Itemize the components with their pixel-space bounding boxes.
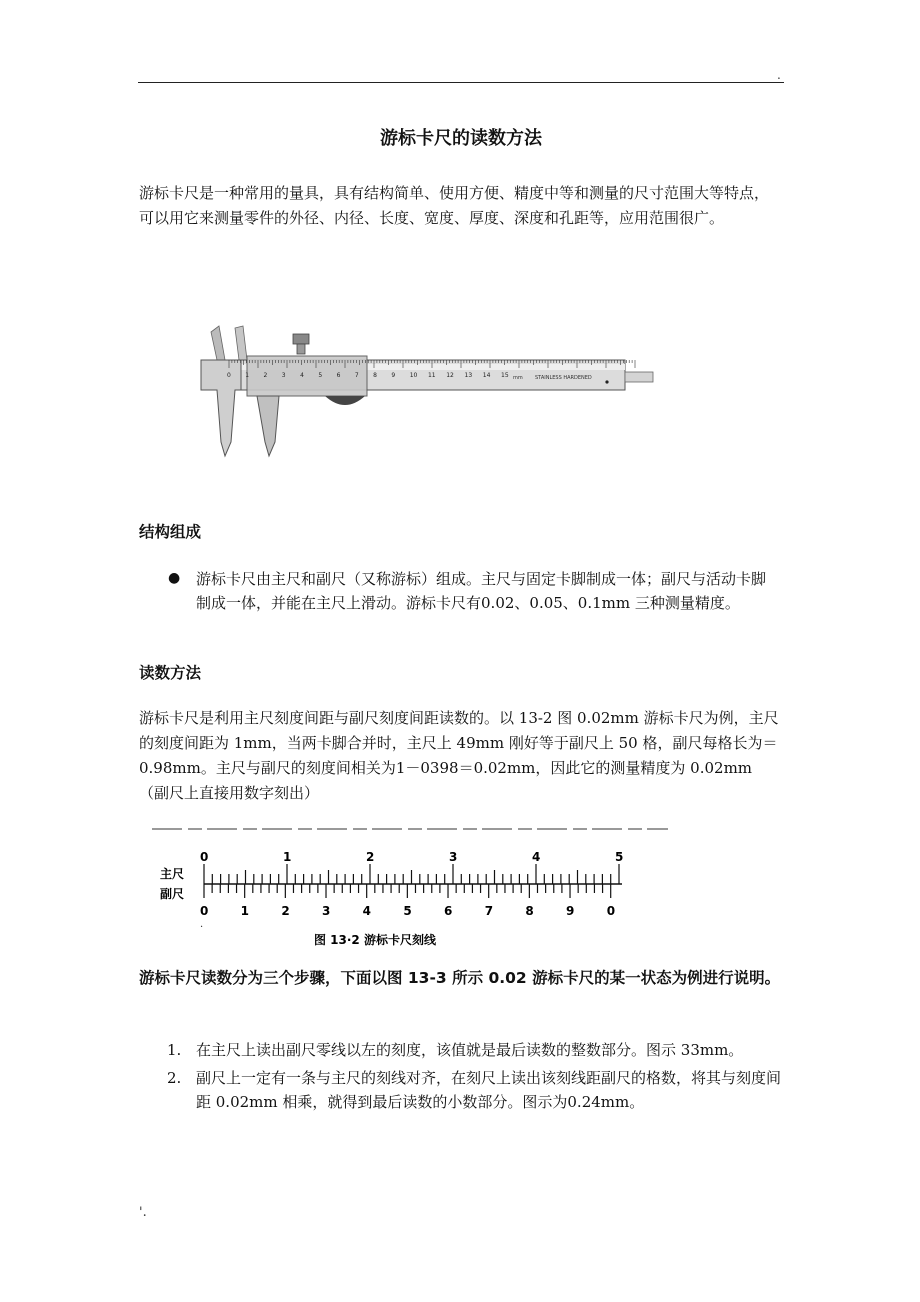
main-scale-number: 2	[366, 850, 375, 864]
caliper-tick-label: 13	[464, 372, 473, 379]
caliper-unit: mm	[513, 375, 523, 381]
caliper-tick-label: 4	[300, 372, 304, 379]
caliper-tick-label: 14	[482, 372, 491, 379]
vernier-scale-number: 9	[566, 904, 575, 918]
step-text: 副尺上一定有一条与主尺的刻线对齐，在刻尺上读出该刻线距副尺的格数，将其与刻度间距 0.02mm 相乘，就得到最后读数的小数部分。图示为0.24mm。	[196, 1069, 782, 1111]
step-number: 1.	[167, 1041, 182, 1059]
step-text: 在主尺上读出副尺零线以左的刻度，该值就是最后读数的整数部分。图示 33mm。	[196, 1041, 744, 1059]
caliper-tick-label: 12	[446, 372, 454, 379]
caliper-tick-label: 3	[281, 372, 286, 379]
main-scale-number: 0	[200, 850, 209, 864]
vernier-scale-number: 0	[200, 904, 209, 918]
vernier-scale-number: 3	[322, 904, 331, 918]
caliper-tick-label: 15	[501, 372, 509, 379]
figure-13-2-caption: 图 13·2 游标卡尺刻线	[314, 933, 436, 947]
footer-dot: '.	[139, 1205, 147, 1220]
caliper-tick-label: 1	[245, 372, 250, 379]
main-scale-label: 主尺	[160, 867, 185, 881]
caliper-brand: STAINLESS HARDENED	[535, 375, 592, 381]
main-scale-number: 4	[532, 850, 541, 864]
vernier-scale-label: 副尺	[160, 887, 185, 901]
steps-intro: 游标卡尺读数分为三个步骤，下面以图 13-3 所示 0.02 游标卡尺的某一状态为例进行说明。	[139, 969, 781, 987]
vernier-scale-number: 1	[240, 904, 250, 918]
caliper-tick-label: 0	[227, 372, 231, 379]
vernier-scale-number: 0	[606, 904, 616, 918]
figure-13-2	[148, 826, 668, 950]
caliper-tick-label: 11	[427, 372, 436, 379]
vernier-scale-number: 5	[403, 904, 412, 918]
steps-list	[139, 1038, 789, 1118]
section1-heading: 结构组成	[139, 523, 202, 541]
caliper-image	[195, 322, 665, 472]
main-scale-number: 3	[449, 850, 458, 864]
caliper-tick-label: 10	[409, 372, 418, 379]
section2-heading: 读数方法	[139, 664, 202, 682]
caliper-tick-label: 5	[318, 372, 323, 379]
vernier-scale-number: 2	[281, 904, 290, 918]
page-title: 游标卡尺的读数方法	[380, 128, 542, 149]
main-scale-number: 5	[615, 850, 624, 864]
step-item	[139, 1038, 789, 1062]
caliper-tick-label: 6	[336, 372, 341, 379]
bullet-icon: ●	[168, 570, 181, 586]
section1-bullet: 游标卡尺由主尺和副尺（又称游标）组成。主尺与固定卡脚制成一体；副尺与活动卡脚制成一体，并能在主尺上滑动。游标卡尺有0.02、0.05、0.1mm 三种测量精度。	[196, 570, 767, 612]
header-dot: .	[777, 68, 781, 82]
main-scale-number: 1	[283, 850, 292, 864]
intro-paragraph: 游标卡尺是一种常用的量具，具有结构简单、使用方便、精度中等和测量的尺寸范围大等特点，可以用它来测量零件的外径、内径、长度、宽度、厚度、深度和孔距等，应用范围很广。	[139, 184, 770, 227]
vernier-scale-number: 4	[362, 904, 372, 918]
caliper-tick-label: 2	[263, 372, 268, 379]
vernier-scale-number: 7	[484, 904, 494, 918]
caliper-tick-label: 8	[373, 372, 377, 379]
step-item	[139, 1066, 789, 1114]
vernier-scale-number: 8	[525, 904, 534, 918]
caliper-tick-label: 7	[354, 372, 359, 379]
vernier-scale-number: 6	[444, 904, 453, 918]
svg-text:·: ·	[200, 922, 204, 933]
section2-paragraph: 游标卡尺是利用主尺刻度间距与副尺刻度间距读数的。以 13-2 图 0.02mm 游标卡尺为例，主尺的刻度间距为 1mm，当两卡脚合并时，主尺上 49mm 刚好等于副尺上 50 格，副尺每格长为＝0.98mm。主尺与副尺的刻度间相关为1－0398＝0.02mm，因此它的测量精度为 0.02mm（副尺上直接用数字刻出）	[139, 709, 779, 802]
header-rule	[138, 82, 784, 83]
step-number: 2.	[167, 1069, 182, 1087]
caliper-tick-label: 9	[391, 372, 396, 379]
